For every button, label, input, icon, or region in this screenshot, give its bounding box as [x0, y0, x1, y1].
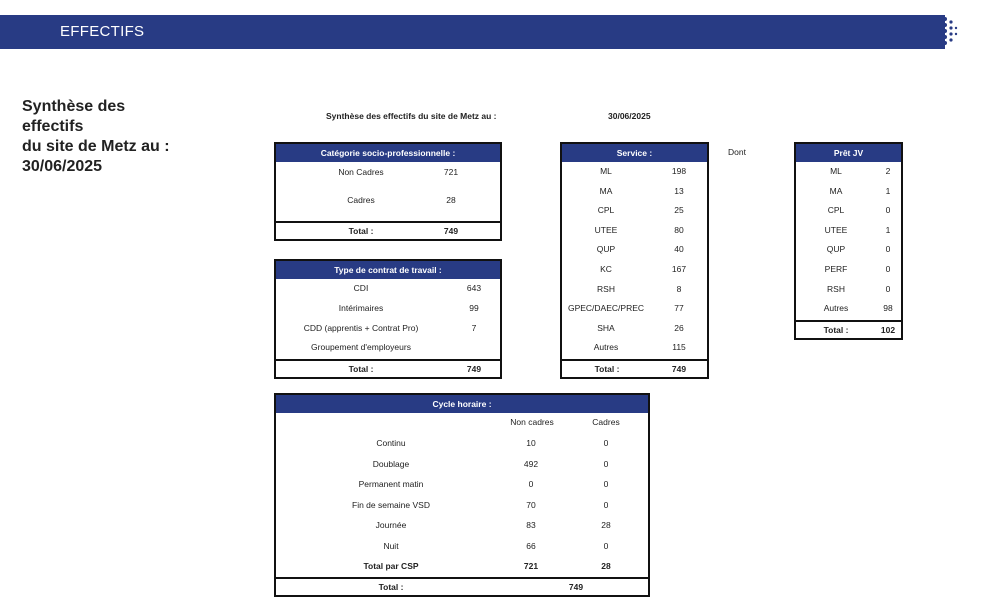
row-noncadres: 83	[526, 520, 536, 531]
side-title-line3: du site de Metz au :	[22, 138, 170, 155]
row-label: ML	[600, 166, 612, 176]
table-row	[562, 280, 707, 300]
total-value: 749	[671, 364, 687, 374]
row-label: MA	[599, 185, 613, 196]
row-label: UTEE	[594, 224, 618, 235]
row-value: 8	[676, 283, 682, 294]
row-value: 99	[469, 303, 479, 313]
cycle-column-headers	[276, 413, 648, 433]
contract-table	[274, 259, 502, 379]
row-label: Total par CSP	[363, 560, 419, 571]
table-row	[562, 162, 707, 182]
table-row	[276, 536, 648, 557]
row-label: Groupement d'employeurs	[311, 342, 411, 352]
table-row	[562, 319, 707, 339]
table-row	[276, 495, 648, 516]
table-row	[276, 299, 500, 319]
row-label: Autres	[593, 342, 619, 353]
synthesis-label: Synthèse des effectifs du site de Metz au :	[326, 111, 497, 121]
row-label: CPL	[827, 205, 845, 216]
row-label: Fin de semaine VSD	[352, 499, 430, 510]
dots-logo-icon	[940, 16, 962, 48]
table-row	[562, 240, 707, 260]
total-label: Total :	[594, 364, 620, 374]
row-cadres: 28	[601, 560, 611, 571]
row-label: CPL	[597, 205, 615, 216]
total-value: 749	[443, 226, 459, 236]
row-cadres: 0	[603, 540, 609, 551]
row-value: 115	[672, 342, 686, 353]
row-label: Continu	[376, 438, 406, 448]
row-value: 0	[885, 244, 891, 255]
row-label: KC	[600, 263, 612, 274]
row-label: UTEE	[824, 224, 848, 235]
table-row	[276, 515, 648, 536]
table-row	[562, 182, 707, 202]
col-header-noncadres: Non cadres	[510, 417, 554, 427]
row-value: 1	[885, 224, 891, 235]
row-value: 0	[885, 263, 891, 274]
row-noncadres: 0	[528, 479, 534, 490]
row-label: CDD (apprentis + Contrat Pro)	[303, 323, 419, 333]
csp-header: Catégorie socio-professionnelle :	[276, 144, 500, 162]
csp-table	[274, 142, 502, 241]
row-label: ML	[830, 166, 842, 176]
side-title-line1: Synthèse des	[22, 98, 126, 115]
row-value: 7	[471, 323, 477, 333]
table-row	[562, 201, 707, 221]
row-label: Journée	[375, 520, 407, 531]
dont-label: Dont	[728, 147, 746, 157]
row-value: 26	[674, 322, 684, 333]
page-title: EFFECTIFS	[60, 23, 145, 40]
synthesis-date: 30/06/2025	[608, 111, 651, 121]
total-label: Total :	[823, 325, 849, 335]
row-label: Non Cadres	[338, 167, 384, 177]
row-value: 40	[674, 244, 684, 255]
row-value: 80	[674, 224, 684, 235]
table-row	[276, 184, 500, 222]
row-value: 1	[885, 185, 891, 196]
table-row	[796, 240, 901, 260]
row-value: 98	[883, 303, 893, 314]
row-value: 2	[885, 166, 891, 176]
cycle-header: Cycle horaire :	[276, 395, 648, 413]
total-value: 102	[880, 325, 896, 335]
table-row	[562, 221, 707, 241]
row-value: 167	[671, 263, 687, 274]
total-value: 749	[466, 364, 482, 374]
row-label: Intérimaires	[338, 303, 384, 313]
table-row	[276, 474, 648, 495]
row-value: 13	[674, 185, 684, 196]
table-row	[562, 260, 707, 280]
total-value: 749	[568, 582, 584, 592]
header-banner	[0, 15, 945, 49]
row-noncadres: 10	[526, 438, 536, 448]
table-row	[796, 162, 901, 182]
total-row	[562, 359, 707, 377]
table-row	[276, 454, 648, 475]
row-value: 643	[466, 283, 482, 293]
row-label: GPEC/DAEC/PREC	[567, 303, 645, 314]
row-label: Cadres	[347, 195, 375, 205]
table-row	[276, 339, 500, 359]
table-row	[796, 221, 901, 241]
row-noncadres: 70	[526, 499, 536, 510]
pret-jv-header: Prêt JV	[796, 144, 901, 162]
table-row	[276, 162, 500, 184]
table-row	[796, 299, 901, 319]
contract-header: Type de contrat de travail :	[276, 261, 500, 279]
row-label: PERF	[824, 263, 848, 274]
total-label: Total :	[348, 226, 374, 236]
table-row	[796, 201, 901, 221]
total-par-csp-row	[276, 557, 648, 578]
table-row	[276, 433, 648, 454]
service-header: Service :	[562, 144, 707, 162]
total-row	[276, 577, 648, 595]
pret-jv-table	[794, 142, 903, 340]
row-label: RSH	[827, 283, 845, 294]
table-row	[562, 299, 707, 319]
row-label: QUP	[596, 244, 616, 255]
row-value: 25	[674, 205, 684, 216]
col-header-cadres: Cadres	[592, 417, 620, 427]
table-row	[562, 338, 707, 358]
side-title-line4: 30/06/2025	[22, 158, 103, 175]
row-cadres: 0	[603, 479, 609, 490]
total-row	[796, 320, 901, 338]
row-value: 0	[885, 283, 891, 294]
cycle-horaire-table	[274, 393, 650, 597]
service-table	[560, 142, 709, 379]
side-title-line2: effectifs	[22, 118, 84, 135]
total-row	[276, 359, 500, 377]
row-cadres: 0	[603, 438, 609, 448]
row-noncadres: 721	[523, 560, 539, 571]
row-noncadres: 66	[526, 540, 536, 551]
row-cadres: 28	[601, 520, 611, 531]
row-value: 0	[885, 205, 891, 216]
row-label: CDI	[353, 283, 369, 293]
total-label: Total :	[348, 364, 374, 374]
table-row	[796, 280, 901, 300]
row-noncadres: 492	[523, 458, 539, 469]
total-label: Total :	[378, 582, 404, 592]
total-row	[276, 221, 500, 239]
row-cadres: 0	[603, 499, 609, 510]
row-value: 28	[446, 195, 456, 205]
row-cadres: 0	[603, 458, 609, 469]
table-row	[796, 182, 901, 202]
row-value: 721	[443, 167, 459, 177]
row-value: 77	[674, 303, 684, 314]
row-label: Autres	[823, 303, 849, 314]
row-label: QUP	[826, 244, 846, 255]
row-label: Permanent matin	[358, 479, 424, 490]
row-value: 198	[671, 166, 687, 176]
row-label: MA	[829, 185, 843, 196]
row-label: Nuit	[383, 540, 399, 551]
side-title	[22, 97, 222, 177]
row-label: RSH	[597, 283, 615, 294]
table-row	[276, 319, 500, 339]
table-row	[796, 260, 901, 280]
row-label: SHA	[597, 322, 615, 333]
table-row	[276, 279, 500, 299]
row-label: Doublage	[372, 458, 410, 469]
